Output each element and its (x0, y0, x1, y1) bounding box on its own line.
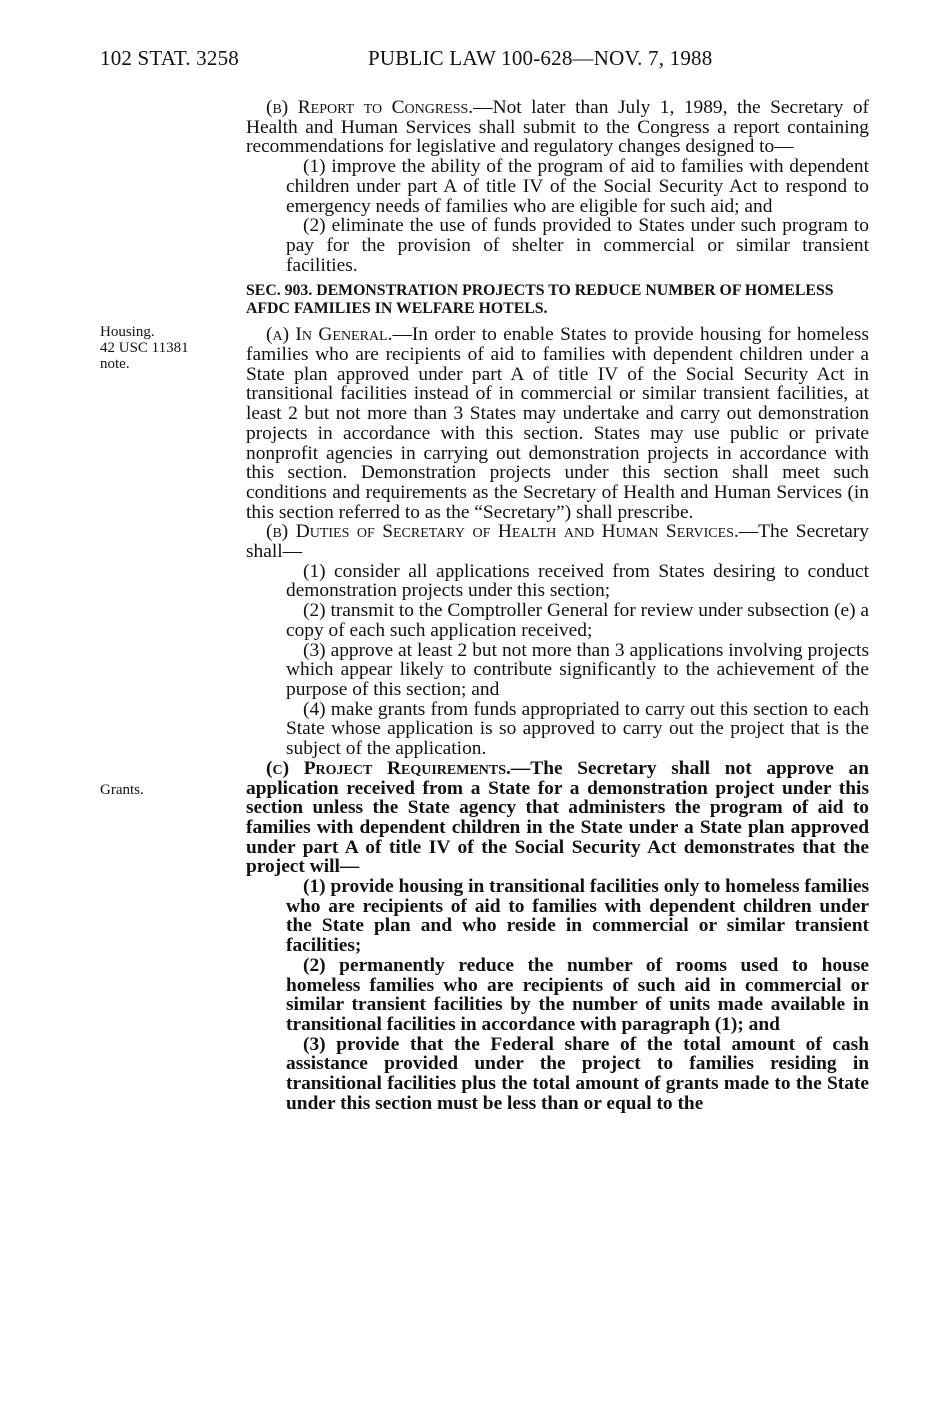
duties-item-1: (1) consider all applications received from States desiring to conduct demonstration projects under this section; (286, 560, 869, 602)
in-general-text: —In order to enable States to provide housing for homeless families who are recipients of aid to families with dependent children under a State plan approved under part A of title IV of the Social Security Act in transitional facilities instead of in commercial or similar transient facilities, at least 2 but not more than 3 States may undertake and carry out demonstration projects in accordance with this section. States may use public or private nonprofit agencies in carrying out demonstration projects in accordance with this section. Demonstration projects under this section shall meet such conditions and requirements as the Secretary of Health and Human Services (in this section referred to as the “Secretary”) shall prescribe. (246, 324, 869, 523)
margin-note-housing-label: Housing. (100, 324, 155, 340)
report-item-1: (1) improve the ability of the program of aid to families with dependent children under part A of title IV of the Social Security Act to respond to emergency needs of families who are eligible for such aid; and (286, 156, 869, 217)
duties-text: —The Secretary shall— (246, 521, 869, 563)
margin-note-housing (100, 324, 189, 372)
in-general-paragraph (246, 325, 869, 522)
section-title: DEMONSTRATION PROJECTS TO REDUCE NUMBER OF HOMELESS AFDC FAMILIES IN WELFARE HOTELS. (246, 282, 834, 318)
project-requirements-text: —The Secretary shall not approve an application received from a State for a demonstration project under this section unless the State agency that administers the program of aid to families with dependent children in the State under a State plan approved under part A of title IV of the Social Security Act demonstrates that the project will— (246, 757, 869, 878)
in-general-heading: (a) In General. (266, 324, 393, 346)
report-item-2: (2) eliminate the use of funds provided to States under such program to pay for the provision of shelter in commercial or similar transient facilities. (286, 215, 869, 276)
margin-note-usc-citation: 42 USC 11381 (100, 340, 189, 356)
section-number: SEC. 903. (246, 282, 313, 300)
duties-heading: (b) Duties of Secretary of Health and Human Services. (266, 521, 739, 543)
duties-item-2: (2) transmit to the Comptroller General for review under subsection (e) a copy of each such application received; (286, 600, 869, 641)
report-to-congress-heading: (b) Report to Congress. (266, 97, 474, 118)
requirements-item-1: (1) provide housing in transitional facilities only to homeless families who are recipients of aid to families with dependent children under the State plan and who reside in commercial or similar transient facilities; (286, 876, 869, 957)
section-903-heading (246, 282, 869, 318)
project-requirements-paragraph (246, 759, 869, 877)
duties-item-3: (3) approve at least 2 but not more than 3 applications involving projects which appear likely to contribute significantly to the achievement of the purpose of this section; and (286, 639, 869, 700)
statute-page-number: 102 STAT. 3258 (100, 46, 239, 70)
report-to-congress-paragraph (246, 98, 869, 157)
requirements-item-2: (2) permanently reduce the number of rooms used to house homeless families who are recipients of such aid in commercial or similar transient facilities by the number of units made available in transitional facilities in accordance with paragraph (1); and (286, 954, 869, 1035)
project-requirements-heading: (c) Project Requirements. (266, 757, 511, 779)
duties-paragraph (246, 522, 869, 561)
margin-note-grants: Grants. (100, 782, 144, 798)
report-to-congress-text: —Not later than July 1, 1989, the Secretary of Health and Human Services shall submit to the Congress a report containing recommendations for legislative and regulatory changes designed to— (246, 97, 869, 158)
public-law-header: PUBLIC LAW 100-628—NOV. 7, 1988 (368, 46, 713, 70)
margin-note-note: note. (100, 356, 130, 372)
body-text-column (246, 98, 869, 1113)
duties-item-4: (4) make grants from funds appropriated to carry out this section to each State whose application is so approved to carry out the project that is the subject of the application. (286, 698, 869, 760)
requirements-item-3: (3) provide that the Federal share of the total amount of cash assistance provided under the project to families residing in transitional facilities plus the total amount of grants made to the State under this section must be less than or equal to the (286, 1033, 869, 1114)
